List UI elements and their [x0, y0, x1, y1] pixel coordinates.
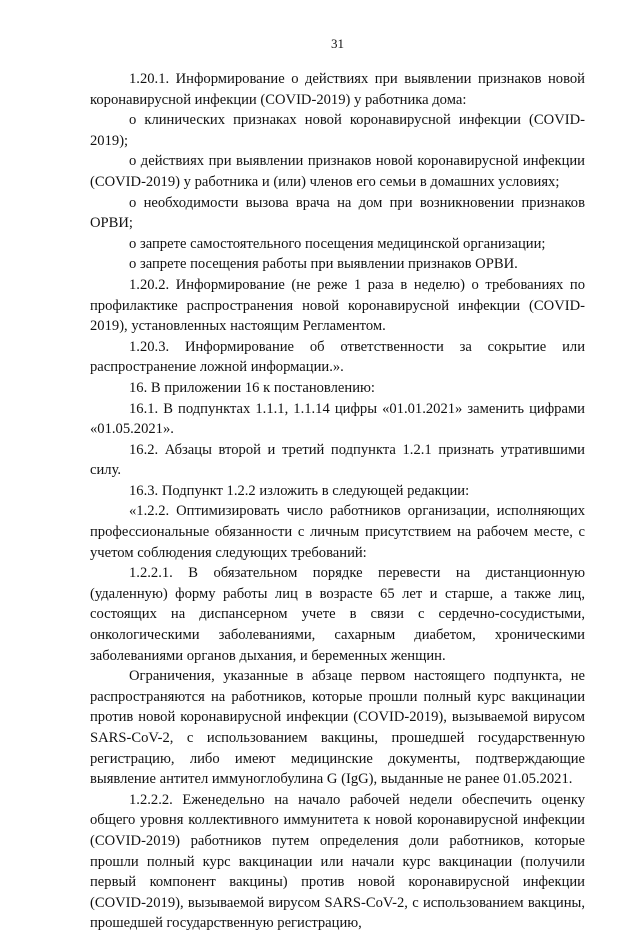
- paragraph-16-3: 16.3. Подпункт 1.2.2 изложить в следующей редакции:: [129, 482, 470, 499]
- paragraph-16: 16. В приложении 16 к постановлению:: [129, 379, 375, 396]
- paragraph-1-20-3: 1.20.3. Информирование об ответственности за сокрытие или распространение ложной информации.».: [90, 338, 585, 376]
- paragraph-1-2-2: «1.2.2. Оптимизировать число работников организации, исполняющих профессиональные обязанности с личным присутствием на рабочем месте, с учетом соблюдения следующих требований:: [90, 503, 585, 561]
- paragraph-actions-at-home: о действиях при выявлении признаков новой коронавирусной инфекции (COVID-2019) у работника и (или) членов его семьи в домашних условиях;: [90, 153, 585, 190]
- paragraph-16-1: 16.1. В подпунктах 1.1.1, 1.1.14 цифры «01.01.2021» заменить цифрами «01.05.2021».: [90, 400, 585, 438]
- document-body: [90, 69, 585, 934]
- paragraph-ban-work-visit: о запрете посещения работы при выявлении признаков ОРВИ.: [129, 256, 518, 273]
- paragraph-ban-self-visit: о запрете самостоятельного посещения медицинской организации;: [129, 235, 546, 252]
- paragraph-1-20-2: 1.20.2. Информирование (не реже 1 раза в неделю) о требованиях по профилактике распространения новой коронавирусной инфекции (COVID-2019), установленных настоящим Регламентом.: [90, 276, 585, 335]
- paragraph-doctor-call: о необходимости вызова врача на дом при возникновении признаков ОРВИ;: [90, 194, 585, 232]
- paragraph-16-2: 16.2. Абзацы второй и третий подпункта 1.2.1 признать утратившими силу.: [90, 441, 585, 479]
- paragraph-1-20-1: 1.20.1. Информирование о действиях при выявлении признаков новой коронавирусной инфекции (COVID-2019) у работника дома:: [90, 71, 585, 108]
- paragraph-clinical-signs: о клинических признаках новой коронавирусной инфекции (COVID-2019);: [90, 112, 585, 149]
- paragraph-1-2-2-1: 1.2.2.1. В обязательном порядке перевести на дистанционную (удаленную) форму работы лиц в возрасте 65 лет и старше, а также лиц, состоящих на диспансерном учете в связи с сердечно-сосудистыми, онкологическими заболеваниями, сахарным диабетом, хроническими заболеваниями органов дыхания, и беременных женщин.: [90, 565, 585, 664]
- paragraph-1-2-2-2: 1.2.2.2. Еженедельно на начало рабочей недели обеспечить оценку общего уровня коллективного иммунитета к новой коронавирусной инфекции (COVID-2019) работников путем определения доли работников, которые прошли полный курс вакцинации или начали курс вакцинации (получили первый компонент вакцины) против новой коронавирусной инфекции (COVID-2019), вызываемой вирусом SARS-CoV-2, с использованием вакцины, прошедшей государственную регистрацию,: [90, 791, 585, 932]
- page-number: 31: [331, 36, 344, 51]
- paragraph-restrictions: Ограничения, указанные в абзаце первом настоящего подпункта, не распространяются на работников, которые прошли полный курс вакцинации против новой коронавирусной инфекции (COVID-2019), вызываемой вирусом SARS-CoV-2, с использованием вакцины, прошедшей государственную регистрацию, либо имеют медицинские документы, подтверждающие выявление антител иммуноглобулина G (IgG), выданные не ранее 01.05.2021.: [90, 668, 585, 788]
